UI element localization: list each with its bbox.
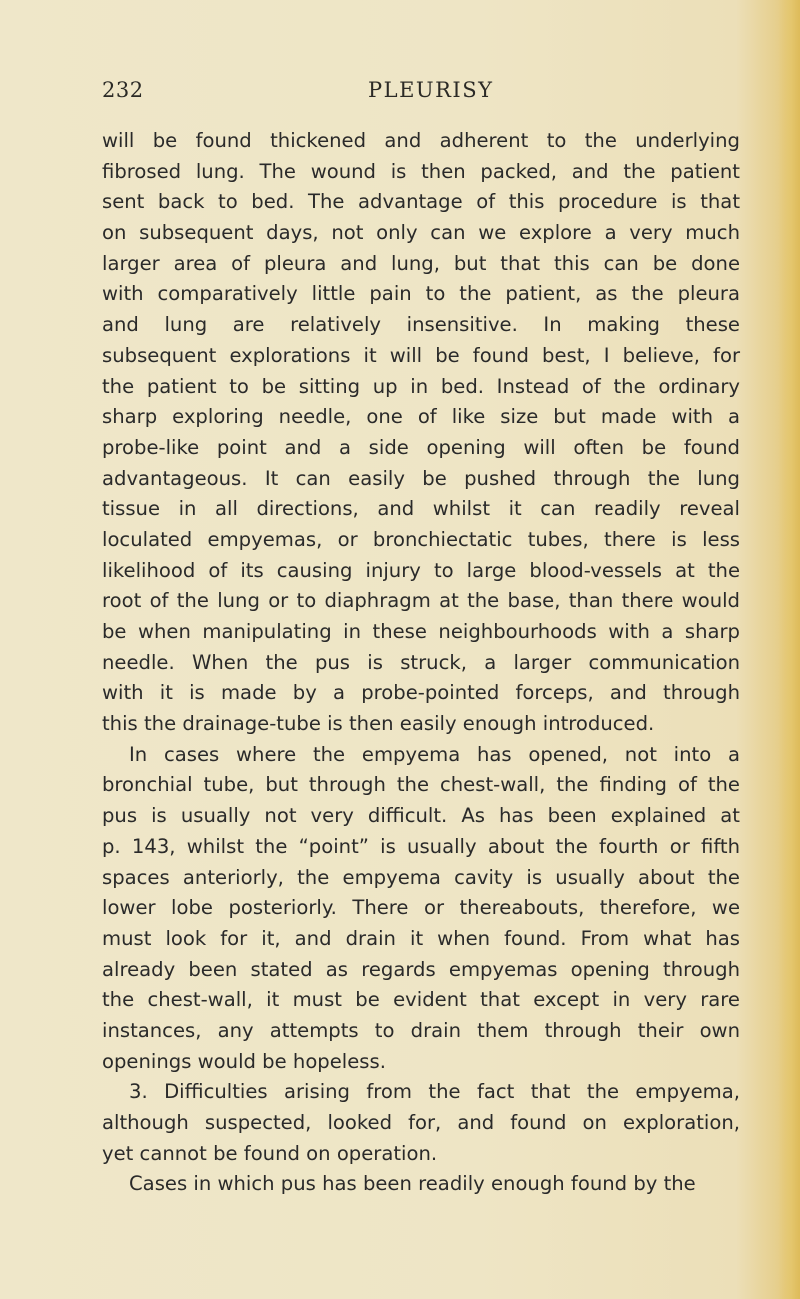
- text-line: larger area of pleura and lung, but that this can be done: [102, 251, 740, 275]
- text-line: needle. When the pus is struck, a larger communication: [102, 650, 740, 674]
- page-edge-shadow: [778, 0, 800, 1299]
- text-line: and lung are relatively insensitive. In making these: [102, 313, 740, 337]
- text-line: although suspected, looked for, and found on exploration,: [102, 1111, 740, 1134]
- text-line: probe-like point and a side opening will often be found: [102, 435, 740, 459]
- text-line: yet cannot be found on operation.: [102, 1141, 438, 1165]
- text-line: openings would be hopeless.: [102, 1049, 386, 1073]
- text-line: lower lobe posteriorly. There or thereabouts, therefore, we: [102, 896, 740, 920]
- text-line: the chest-wall, it must be evident that except in very rare: [102, 988, 740, 1012]
- text-line: pus is usually not very difficult. As has been explained at: [102, 804, 740, 828]
- text-line: the patient to be sitting up in bed. Instead of the ordinary: [102, 374, 740, 398]
- page-header: [102, 78, 742, 114]
- text-line: root of the lung or to diaphragm at the base, than there would: [102, 589, 740, 613]
- text-line: advantageous. It can easily be pushed through the lung: [102, 466, 740, 490]
- text-line: p. 143, whilst the “point” is usually about the fourth or fifth: [102, 834, 740, 858]
- text-line: spaces anteriorly, the empyema cavity is usually about the: [102, 865, 740, 889]
- text-line: with it is made by a probe-pointed forceps, and through: [102, 681, 740, 705]
- text-line: In cases where the empyema has opened, not into a: [129, 742, 740, 766]
- text-line: sent back to bed. The advantage of this procedure is that: [102, 190, 740, 214]
- text-line: likelihood of its causing injury to large blood-vessels at the: [102, 558, 740, 582]
- text-line: subsequent explorations it will be found best, I believe, for: [102, 343, 740, 367]
- text-line: Cases in which pus has been readily enough found by the: [129, 1172, 696, 1196]
- text-line: be when manipulating in these neighbourhoods with a sharp: [102, 620, 740, 643]
- text-line: this the drainage-tube is then easily enough introduced.: [102, 712, 655, 736]
- text-line: instances, any attempts to drain them through their own: [102, 1018, 740, 1042]
- text-line: with comparatively little pain to the patient, as the pleura: [102, 282, 740, 306]
- text-line: fibrosed lung. The wound is then packed, and the patient: [102, 159, 740, 183]
- text-line: sharp exploring needle, one of like size but made with a: [102, 405, 740, 429]
- body-text: [102, 126, 740, 1200]
- text-line: on subsequent days, not only can we explore a very much: [102, 221, 740, 245]
- text-line: tissue in all directions, and whilst it can readily reveal: [102, 497, 740, 521]
- running-head: PLEURISY: [368, 78, 494, 102]
- text-line: 3. Difficulties arising from the fact that the empyema,: [129, 1080, 740, 1104]
- text-line: will be found thickened and adherent to the underlying: [102, 129, 740, 152]
- page-number: 232: [102, 78, 144, 102]
- text-line: already been stated as regards empyemas opening through: [102, 957, 740, 981]
- text-line: bronchial tube, but through the chest-wall, the finding of the: [102, 773, 740, 797]
- text-line: loculated empyemas, or bronchiectatic tubes, there is less: [102, 527, 740, 551]
- text-line: must look for it, and drain it when found. From what has: [102, 926, 740, 950]
